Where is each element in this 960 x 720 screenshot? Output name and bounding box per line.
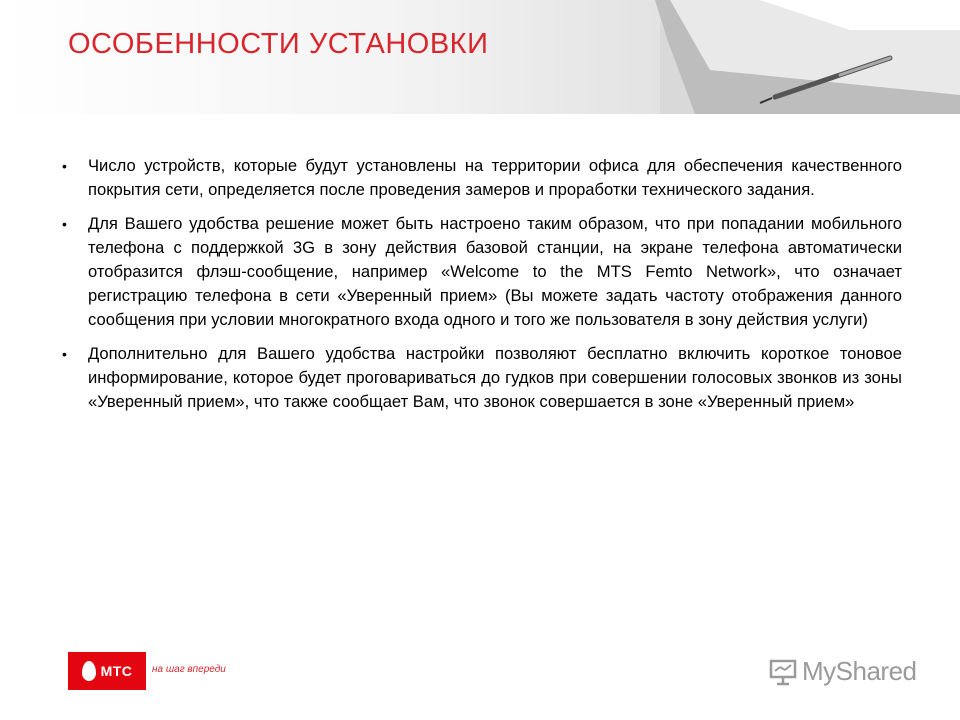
pen-and-papers-illustration (600, 0, 960, 114)
myshared-watermark (768, 656, 917, 687)
bullet-item (62, 342, 902, 414)
mts-logo-text: МТС (100, 663, 133, 679)
bullet-list (62, 154, 902, 424)
bullet-marker: • (62, 346, 67, 362)
mts-egg-icon (82, 661, 96, 681)
bullet-item (62, 212, 902, 332)
mts-logo (68, 652, 146, 690)
bullet-text: Для Вашего удобства решение может быть настроено таким образом, что при попадании мобильного телефона с поддержкой 3G в зону действия базовой станции, на экране телефона автоматически отобразится флэш-сообщение, например «Welcome to the MTS Femto Network», что означает регистрацию телефона в сети «Уверенный прием» (Вы можете задать частоту отображения данного сообщения при условии многократного входа одного и того же пользователя в зону действия услуги) (88, 214, 902, 329)
bullet-item (62, 154, 902, 202)
bullet-marker: • (62, 158, 67, 174)
mts-slogan: на шаг впереди (152, 664, 226, 675)
presentation-board-icon (768, 657, 798, 687)
watermark-text: MyShared (802, 656, 917, 686)
slide-header (0, 0, 960, 114)
slide-title: ОСОБЕННОСТИ УСТАНОВКИ (68, 28, 489, 60)
bullet-text: Число устройств, которые будут установлены на территории офиса для обеспечения качественного покрытия сети, определяется после проведения замеров и проработки технического задания. (88, 156, 902, 199)
bullet-text: Дополнительно для Вашего удобства настройки позволяют бесплатно включить короткое тоновое информирование, которое будет проговариваться до гудков при совершении голосовых звонков из зоны «Уверенный прием», что также сообщает Вам, что звонок совершается в зоне «Уверенный прием» (88, 344, 902, 411)
bullet-marker: • (62, 216, 67, 232)
